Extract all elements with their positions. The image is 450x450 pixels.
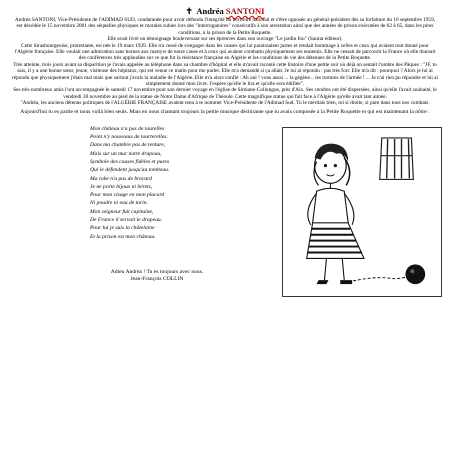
title-first-name: Andréa	[196, 6, 224, 16]
cross-icon: ✝	[185, 6, 193, 16]
paragraph-intro: Andréa SANTONI, Vice-Présidente de l'ADIMAD SUD, condamnée pour avoir défendu l'intégrité du territoire national et s'être opposée au général-président dès sa forfaiture du 16 septembre 1959, est décédée le 15 novembre 2001 des séquelles physiques et morales subies lors des "interrogatoires" consécutifs à son arrestation ainsi que des années de prison exécutées de 62 à 65, dans les pires conditions, à la prison de la Petite Roquette.	[14, 17, 436, 36]
poem-line: Qui le défendent jusqu'au tombeau.	[90, 167, 170, 174]
signoff-farewell: Adieu Andréa ! Tu es toujours avec nous.	[110, 268, 204, 275]
paragraph-hospital-story: Très atteinte, trois jours avant sa disparition je l'avais appelée au téléphone dans sa chambre d'hôpital et elle m'avait raconté cette histoire d'une petite soir où déjà on sentait l'ombre des Pâques : "JF, tu sais, il y a une bonne sœur, jeune, visiteuse des hôpitaux, qui est venue ce matin pour me parler. Elle m'a demandé si ça allait. Je lui ai répondu : pas très fort. Elle m'a dit : pourquoi ? Alors je lui ai répondu que physiquement j'étais mal mais que surtout j'avais la maladie de l'Algérie. Elle m'a alors confié : Ah oui ! vous aussi ... la gégène... les tortures de l'armée ! ... Je n'ai rien pu répondre et lui ai simplement donné mon livre. J'espère qu'elle le lira et qu'elle sera édifiée".	[12, 61, 438, 88]
poem	[90, 125, 280, 241]
poem-line: Et la prison est mon château.	[90, 233, 156, 240]
prisoner-illustration	[282, 127, 442, 297]
paragraph-tribute: "Andréa, les anciens détenus politiques de l'ALGÉRIE FRANÇAISE avaient tenu à te nommer Vice-Présidente de l'Adimad Sud. Tu le méritais bien, toi si droite, si pure dans tous nos combats.	[20, 100, 430, 107]
poem-line: Ma robe n'a pas de brocard	[90, 175, 152, 182]
poem-section	[12, 121, 438, 301]
paragraph-book: Elle avait livré un témoignage bouleversant sur ses épreuves dans son ouvrage "Le jardin fou" (Saurat éditeur).	[107, 36, 343, 43]
poem-line: De France il servait le drapeau.	[90, 217, 163, 224]
poem-line: Mon château n'a pas de tourelles	[90, 125, 165, 132]
page-title	[12, 6, 438, 16]
poem-line: Point n'y nouveaux de tourterelles.	[90, 134, 168, 141]
paragraph-biography: Cette Strasbourgeoise, protestante, est née le 19 mars 1939. Elle n'a cessé de s'engager dans les causes qui lui paraissaient justes et rendait hommage à celles et ceux qui avaient tout donné pour l'Algérie française. Elle voulait une admiration sans bornes aux martyrs de notre cause et à ceux qui avaient combattu physiquement ses ennemis. Elle ne cessait de parcourir la France où elle donnait des conférences très applaudies sur ce que fut la résistance française en Algérie et les conditions de vie des détenues de la Petite Roquette.	[14, 42, 436, 62]
poem-line: Je ne porte bijoux ni bérets,	[90, 183, 153, 190]
prisoner-drawing-icon	[283, 128, 441, 296]
poem-line: Symbole des causes fidèles et pures	[90, 158, 170, 165]
poem-line: Dans ma chambre pas de tenture,	[90, 142, 166, 149]
paragraph-poem-intro: Aujourd'hui tu es partie et nous voilà bien seuls. Mais en nous chantant toujours la petite musique déchirante que tu avais composée à la Petite Roquette et qui est maintenant la nôtre :	[20, 108, 430, 115]
poem-line: Pour lui je suis la châtelaine	[90, 225, 155, 232]
signoff	[72, 269, 242, 283]
poem-line: Ni poudre ni eau de tarin.	[90, 200, 148, 207]
poem-line: Mon seigneur fuit capitaine,	[90, 208, 154, 215]
poem-line: Mais sur un mur notre drapeau,	[90, 150, 162, 157]
poem-line: Pour mon visage en mon placard	[90, 192, 165, 199]
signoff-author: Jean-François COLLIN	[130, 275, 184, 282]
paragraph-funeral: Ses très nombreux amis l'ont accompagnée le samedi 17 novembre pour son dernier voyage en l'église de Simiane-Collongue, près d'Aix. Ses cendres ont été dispersées, ainsi qu'elle l'avait souhaité, le vendredi 30 novembre au pied de la statue de Notre Dame d'Afrique de Théoule. Cette magnifique statue qui fait face à l'Algérie qu'elle avait tant aimée.	[13, 87, 437, 100]
title-surname: SANTONI	[225, 6, 265, 16]
